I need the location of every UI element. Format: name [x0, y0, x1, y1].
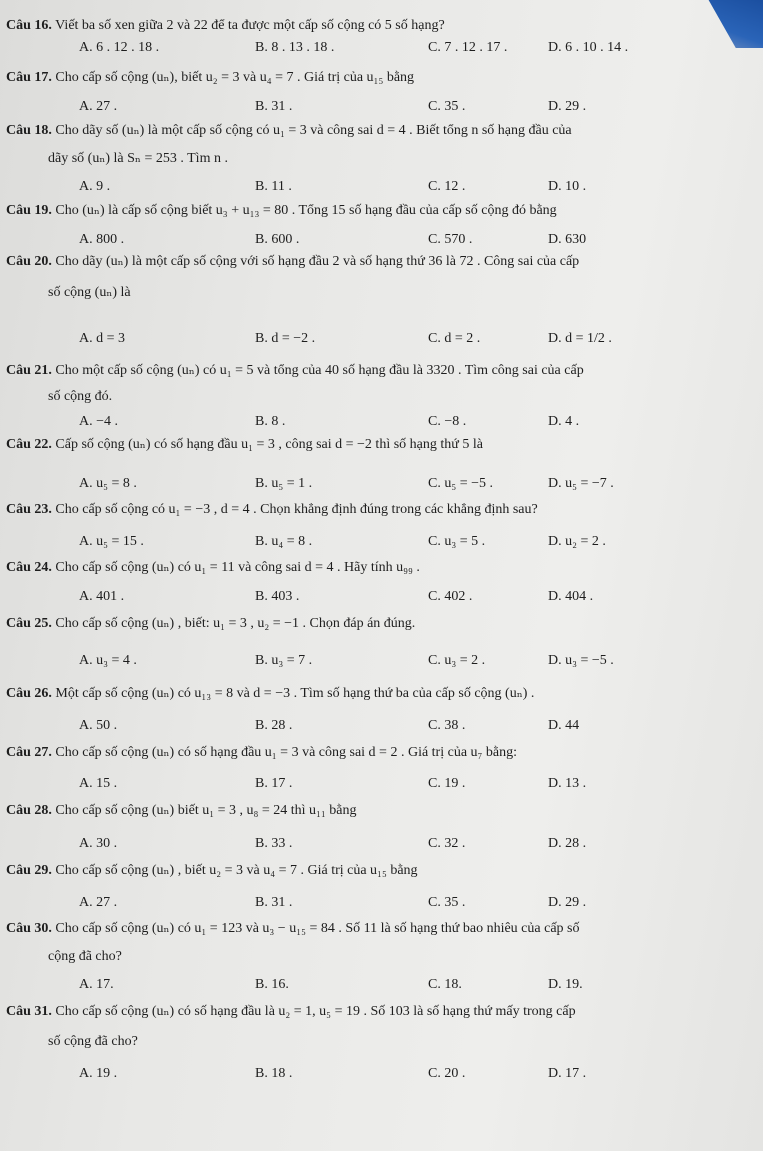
question-text-continued: dãy số (uₙ) là Sₙ = 253 . Tìm n . [48, 151, 228, 166]
option-b[interactable]: B. 17 . [255, 776, 293, 791]
option-a[interactable]: A. u₃ = 4 . [79, 653, 137, 668]
question-30 [6, 919, 746, 938]
question-number: Câu 23. [6, 502, 52, 517]
question-24 [6, 558, 746, 577]
question-25 [6, 614, 746, 633]
option-d[interactable]: D. 6 . 10 . 14 . [548, 40, 629, 55]
option-c[interactable]: C. 7 . 12 . 17 . [428, 40, 508, 55]
option-c[interactable]: C. 19 . [428, 776, 466, 791]
question-23 [6, 500, 746, 519]
option-a[interactable]: A. 9 . [79, 179, 111, 194]
question-text: Cho cấp số cộng (uₙ) biết u₁ = 3 , u₈ = 24 thì u₁₁ bằng [55, 803, 357, 818]
option-b[interactable]: B. 8 . [255, 414, 286, 429]
option-a[interactable]: A. u₅ = 15 . [79, 534, 144, 549]
option-c[interactable]: C. 32 . [428, 836, 466, 851]
question-26 [6, 684, 746, 703]
question-19 [6, 201, 746, 220]
option-c[interactable]: C. 35 . [428, 99, 466, 114]
question-number: Câu 30. [6, 921, 52, 936]
question-text: Cấp số cộng (uₙ) có số hạng đầu u₁ = 3 , công sai d = −2 thì số hạng thứ 5 là [55, 437, 483, 452]
question-27 [6, 743, 746, 762]
option-b[interactable]: B. 600 . [255, 232, 300, 247]
option-a[interactable]: A. 800 . [79, 232, 125, 247]
question-number: Câu 20. [6, 254, 52, 269]
question-number: Câu 26. [6, 686, 52, 701]
question-number: Câu 31. [6, 1004, 52, 1019]
option-b[interactable]: B. d = −2 . [255, 331, 316, 346]
question-17 [6, 68, 746, 87]
option-d[interactable]: D. 29 . [548, 895, 587, 910]
option-b[interactable]: B. 31 . [255, 895, 293, 910]
option-a[interactable]: A. 19 . [79, 1066, 118, 1081]
option-d[interactable]: D. u₅ = −7 . [548, 476, 614, 491]
question-number: Câu 19. [6, 203, 52, 218]
question-number: Câu 16. [6, 18, 52, 33]
option-b[interactable]: B. 11 . [255, 179, 292, 194]
option-c[interactable]: C. −8 . [428, 414, 467, 429]
option-d[interactable]: D. 44 [548, 718, 580, 733]
question-number: Câu 24. [6, 560, 52, 575]
question-number: Câu 21. [6, 363, 52, 378]
option-a[interactable]: A. 6 . 12 . 18 . [79, 40, 160, 55]
option-d[interactable]: D. 29 . [548, 99, 587, 114]
option-c[interactable]: C. u₅ = −5 . [428, 476, 494, 491]
option-d[interactable]: D. 10 . [548, 179, 587, 194]
question-text: Cho cấp số cộng (uₙ) có số hạng đầu là u₂ = 1, u₅ = 19 . Số 103 là số hạng thứ mấy trong cấp [55, 1004, 576, 1019]
option-d[interactable]: D. u₃ = −5 . [548, 653, 614, 668]
question-text: Cho cấp số cộng (uₙ) , biết u₂ = 3 và u₄ = 7 . Giá trị của u₁₅ bằng [55, 863, 418, 878]
question-text-continued: số cộng đã cho? [48, 1034, 138, 1049]
question-number: Câu 18. [6, 123, 52, 138]
option-a[interactable]: A. 50 . [79, 718, 118, 733]
option-a[interactable]: A. 30 . [79, 836, 118, 851]
option-a[interactable]: A. 17. [79, 977, 114, 992]
option-d[interactable]: D. u₂ = 2 . [548, 534, 606, 549]
option-b[interactable]: B. 33 . [255, 836, 293, 851]
option-c[interactable]: C. 18. [428, 977, 462, 992]
question-text: Cho dãy số (uₙ) là một cấp số cộng có u₁ = 3 và công sai d = 4 . Biết tổng n số hạng đầu của [55, 123, 572, 138]
option-d[interactable]: D. 19. [548, 977, 583, 992]
question-text: Cho cấp số cộng có u₁ = −3 , d = 4 . Chọn khẳng định đúng trong các khẳng định sau? [55, 502, 538, 517]
option-a[interactable]: A. u₅ = 8 . [79, 476, 137, 491]
question-29 [6, 861, 746, 880]
option-d[interactable]: D. 28 . [548, 836, 587, 851]
question-number: Câu 27. [6, 745, 52, 760]
option-d[interactable]: D. 17 . [548, 1066, 587, 1081]
question-text: Cho cấp số cộng (uₙ) có u₁ = 123 và u₃ − u₁₅ = 84 . Số 11 là số hạng thứ bao nhiêu của cấp số [55, 921, 580, 936]
question-text: Cho một cấp số cộng (uₙ) có u₁ = 5 và tổng của 40 số hạng đầu là 3320 . Tìm công sai của cấp [55, 363, 584, 378]
question-number: Câu 22. [6, 437, 52, 452]
option-c[interactable]: C. 570 . [428, 232, 473, 247]
question-text: Cho dãy (uₙ) là một cấp số cộng với số hạng đầu 2 và số hạng thứ 36 là 72 . Công sai của cấp [55, 254, 580, 269]
option-d[interactable]: D. 630 [548, 232, 587, 247]
option-b[interactable]: B. u₄ = 8 . [255, 534, 313, 549]
question-number: Câu 28. [6, 803, 52, 818]
question-text-continued: cộng đã cho? [48, 949, 122, 964]
question-text: Viết ba số xen giữa 2 và 22 để ta được một cấp số cộng có 5 số hạng? [55, 18, 445, 33]
question-number: Câu 29. [6, 863, 52, 878]
question-31 [6, 1002, 746, 1021]
question-text: Cho cấp số cộng (uₙ) có u₁ = 11 và công sai d = 4 . Hãy tính u₉₉ . [55, 560, 420, 575]
option-a[interactable]: A. d = 3 [79, 331, 126, 346]
question-number: Câu 17. [6, 70, 52, 85]
question-text: Cho (uₙ) là cấp số cộng biết u₃ + u₁₃ = 80 . Tổng 15 số hạng đầu của cấp số cộng đó bằng [55, 203, 557, 218]
option-b[interactable]: B. u₅ = 1 . [255, 476, 313, 491]
option-b[interactable]: B. 403 . [255, 589, 300, 604]
option-a[interactable]: A. 401 . [79, 589, 125, 604]
option-d[interactable]: D. 404 . [548, 589, 594, 604]
option-c[interactable]: C. 20 . [428, 1066, 466, 1081]
option-b[interactable]: B. 31 . [255, 99, 293, 114]
question-text: Cho cấp số cộng (uₙ) , biết: u₁ = 3 , u₂ = −1 . Chọn đáp án đúng. [55, 616, 416, 631]
question-text-continued: số cộng đó. [48, 389, 113, 404]
question-18 [6, 121, 746, 140]
option-b[interactable]: B. 28 . [255, 718, 293, 733]
option-c[interactable]: C. d = 2 . [428, 331, 481, 346]
option-d[interactable]: D. 4 . [548, 414, 580, 429]
option-b[interactable]: B. 8 . 13 . 18 . [255, 40, 335, 55]
question-text: Cho cấp số cộng (uₙ) có số hạng đầu u₁ = 3 và công sai d = 2 . Giá trị của u₇ bằng: [55, 745, 518, 760]
option-a[interactable]: A. 27 . [79, 895, 118, 910]
option-a[interactable]: A. 15 . [79, 776, 118, 791]
question-20 [6, 252, 746, 271]
option-b[interactable]: B. 16. [255, 977, 289, 992]
question-28 [6, 801, 746, 820]
option-c[interactable]: C. 402 . [428, 589, 473, 604]
question-text: Cho cấp số cộng (uₙ), biết u₂ = 3 và u₄ = 7 . Giá trị của u₁₅ bằng [55, 70, 415, 85]
option-c[interactable]: C. u₃ = 5 . [428, 534, 486, 549]
option-d[interactable]: D. 13 . [548, 776, 587, 791]
option-c[interactable]: C. 35 . [428, 895, 466, 910]
option-c[interactable]: C. 38 . [428, 718, 466, 733]
question-16 [6, 16, 746, 35]
option-d[interactable]: D. d = 1/2 . [548, 331, 612, 346]
option-c[interactable]: C. u₃ = 2 . [428, 653, 486, 668]
option-a[interactable]: A. −4 . [79, 414, 119, 429]
question-21 [6, 361, 746, 380]
question-text-continued: số cộng (uₙ) là [48, 285, 131, 300]
option-a[interactable]: A. 27 . [79, 99, 118, 114]
question-text: Một cấp số cộng (uₙ) có u₁₃ = 8 và d = −3 . Tìm số hạng thứ ba của cấp số cộng (uₙ) . [55, 686, 535, 701]
option-b[interactable]: B. 18 . [255, 1066, 293, 1081]
question-22 [6, 435, 746, 454]
option-b[interactable]: B. u₃ = 7 . [255, 653, 313, 668]
question-number: Câu 25. [6, 616, 52, 631]
option-c[interactable]: C. 12 . [428, 179, 466, 194]
